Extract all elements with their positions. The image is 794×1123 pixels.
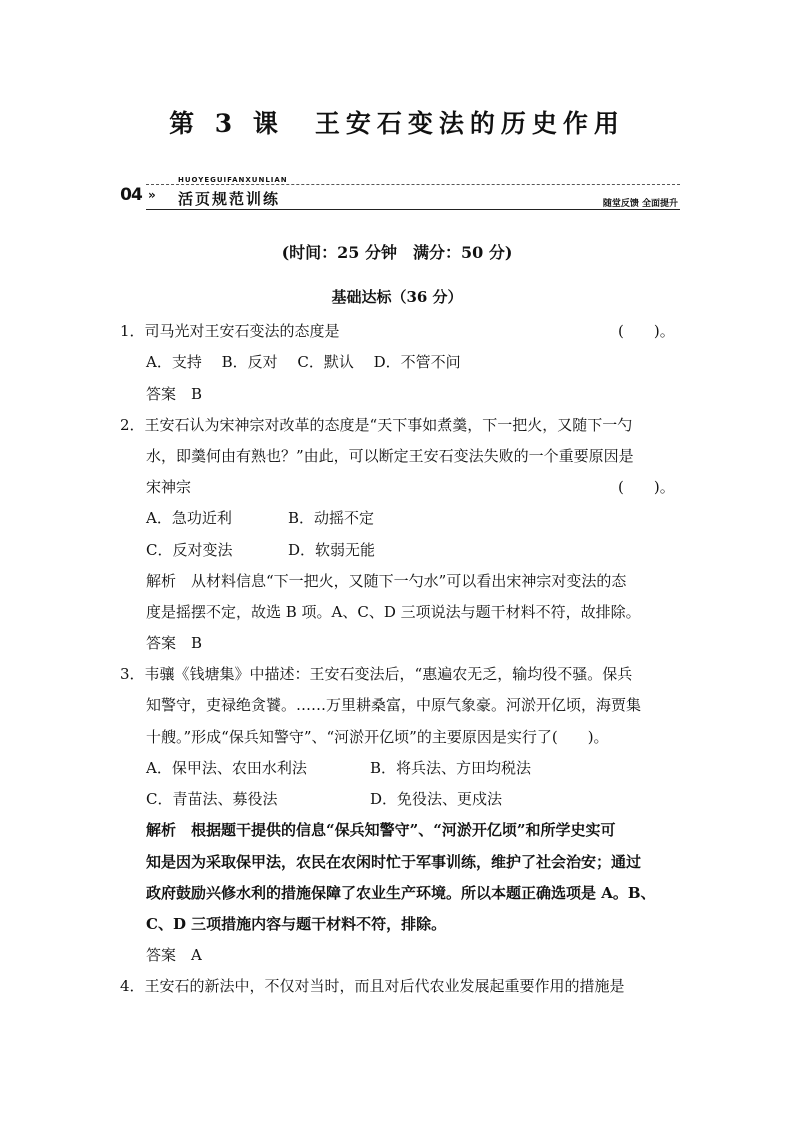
q3-analysis-3: 政府鼓励兴修水利的措施保障了农业生产环境。所以本题正确选项是 A。B、 (146, 884, 656, 902)
banner-arrow-icon: » (148, 188, 156, 202)
q3-analysis-2: 知是因为采取保甲法，农民在农闲时忙于军事训练，维护了社会治安；通过 (146, 853, 642, 871)
q3-line-2: 知警守，吏禄绝贪饕。……万里耕桑富，中原气象豪。河淤开亿顷，海贾集 (146, 696, 642, 714)
banner-label: 活页规范训练 (178, 190, 281, 208)
q2-answer-blank: ( )。 (618, 478, 675, 496)
banner-underline (146, 209, 680, 210)
q1-stem: 1．司马光对王安石变法的态度是 (120, 322, 340, 340)
q3-option-a: A．保甲法、农田水利法 (146, 759, 307, 777)
banner-pinyin: HUOYEGUIFANXUNLIAN (178, 176, 288, 184)
q2-analysis-1: 解析 从材料信息“下一把火，又随下一勺水”可以看出宋神宗对变法的态 (146, 572, 627, 590)
q3-analysis-1: 解析 根据题干提供的信息“保兵知警守”、“河淤开亿顷”和所学史实可 (146, 821, 616, 839)
q2-analysis-2: 度是摇摆不定，故选 B 项。A、C、D 三项说法与题干材料不符，故排除。 (146, 603, 641, 621)
q3-analysis-4: C、D 三项措施内容与题干材料不符，排除。 (146, 915, 447, 933)
q3-answer: 答案 A (146, 946, 202, 964)
section-banner (120, 176, 680, 212)
section-title: 基础达标（36 分） (331, 288, 463, 306)
q2-option-d: D．软弱无能 (288, 541, 376, 559)
page-title: 第 3 课 王安石变法的历史作用 (169, 109, 625, 138)
q2-line-2: 水，即羹何由有熟也？”由此，可以断定王安石变法失败的一个重要原因是 (146, 447, 634, 465)
time-info: (时间：25 分钟 满分：50 分) (281, 243, 513, 262)
q3-line-1: 3．韦骧《钱塘集》中描述：王安石变法后，“惠遍农无乏，输均役不骚。保兵 (120, 665, 633, 683)
banner-number: 04 (120, 182, 142, 208)
q3-option-c: C．青苗法、募役法 (146, 790, 278, 808)
q4-line-1: 4．王安石的新法中，不仅对当时，而且对后代农业发展起重要作用的措施是 (120, 977, 625, 995)
q2-line-3: 宋神宗 (146, 478, 192, 496)
q2-option-a: A．急功近利 (146, 509, 232, 527)
q3-option-b: B．将兵法、方田均税法 (370, 759, 532, 777)
q1-answer-blank: ( )。 (618, 322, 675, 340)
q2-option-c: C．反对变法 (146, 541, 233, 559)
q1-options: A．支持 B．反对 C．默认 D．不管不问 (146, 353, 461, 371)
q2-line-1: 2．王安石认为宋神宗对改革的态度是“天下事如煮羹，下一把火，又随下一勺 (120, 416, 633, 434)
banner-dashed-line (146, 184, 680, 185)
q2-answer: 答案 B (146, 634, 203, 652)
q3-line-3: 十艘。”形成“保兵知警守”、“河淤开亿顷”的主要原因是实行了( )。 (146, 728, 609, 746)
q1-answer: 答案 B (146, 385, 203, 403)
q2-option-b: B．动摇不定 (288, 509, 375, 527)
q3-option-d: D．免役法、更戍法 (370, 790, 503, 808)
banner-right-text: 随堂反馈 全面提升 (602, 199, 678, 209)
